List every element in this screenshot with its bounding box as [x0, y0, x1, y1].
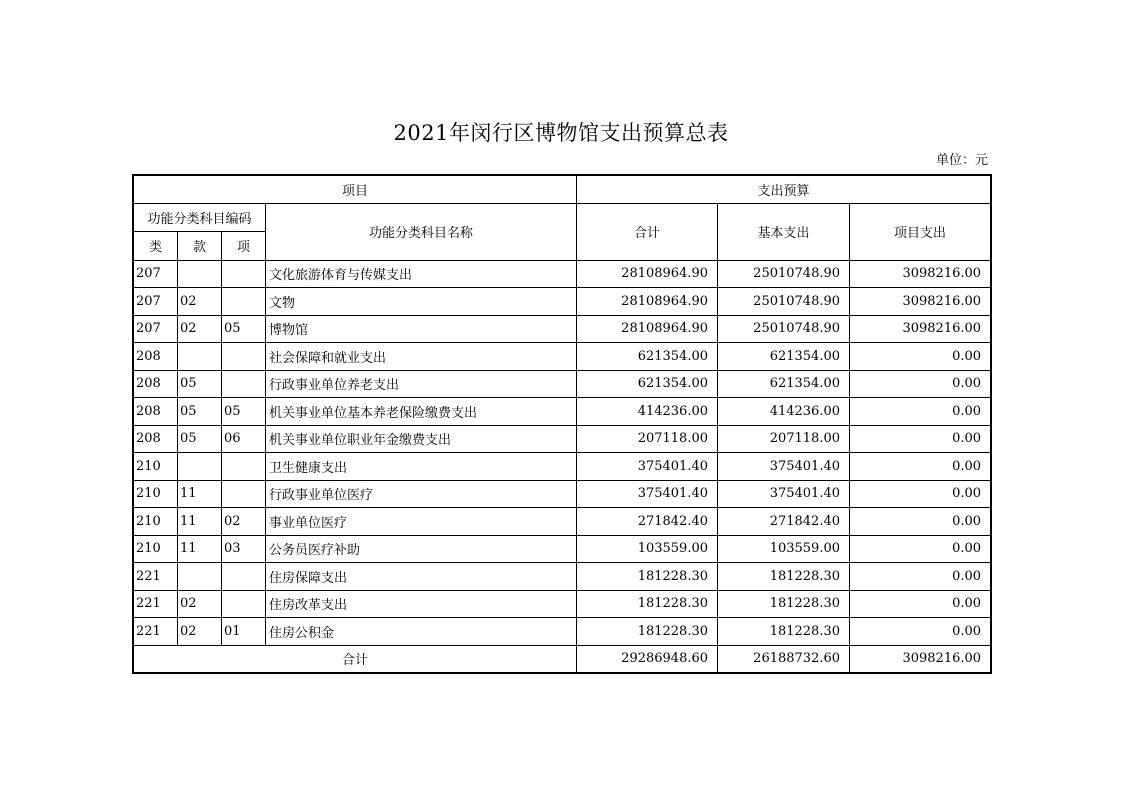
code-kuan-cell: 11 — [178, 508, 222, 536]
code-kuan-cell: 05 — [178, 425, 222, 453]
table-row — [134, 453, 991, 481]
basic-expense-cell: 207118.00 — [718, 425, 850, 453]
project-expense-cell: 0.00 — [850, 370, 991, 398]
header-basic: 基本支出 — [718, 203, 850, 260]
code-xiang-cell — [222, 590, 266, 618]
total-cell: 181228.30 — [577, 618, 718, 646]
code-kuan-cell — [178, 260, 222, 288]
code-xiang-cell: 05 — [222, 315, 266, 343]
table-row — [134, 618, 991, 646]
table-row — [134, 590, 991, 618]
header-name: 功能分类科目名称 — [266, 203, 577, 260]
code-kuan-cell — [178, 343, 222, 371]
total-sum-cell: 29286948.60 — [577, 645, 718, 673]
code-lei-cell: 221 — [134, 590, 178, 618]
total-cell: 207118.00 — [577, 425, 718, 453]
total-cell: 181228.30 — [577, 563, 718, 591]
subject-name-cell: 社会保障和就业支出 — [266, 343, 577, 371]
subject-name-cell: 住房改革支出 — [266, 590, 577, 618]
code-kuan-cell: 05 — [178, 370, 222, 398]
code-kuan-cell: 02 — [178, 590, 222, 618]
code-lei-cell: 221 — [134, 563, 178, 591]
code-kuan-cell: 11 — [178, 480, 222, 508]
project-expense-cell: 0.00 — [850, 508, 991, 536]
code-xiang-cell: 02 — [222, 508, 266, 536]
basic-expense-cell: 414236.00 — [718, 398, 850, 426]
project-expense-cell: 3098216.00 — [850, 315, 991, 343]
code-lei-cell: 221 — [134, 618, 178, 646]
project-expense-cell: 0.00 — [850, 563, 991, 591]
basic-expense-cell: 271842.40 — [718, 508, 850, 536]
code-xiang-cell — [222, 480, 266, 508]
subject-name-cell: 住房公积金 — [266, 618, 577, 646]
total-cell: 271842.40 — [577, 508, 718, 536]
total-cell: 621354.00 — [577, 343, 718, 371]
subject-name-cell: 卫生健康支出 — [266, 453, 577, 481]
subject-name-cell: 文化旅游体育与传媒支出 — [266, 260, 577, 288]
project-expense-cell: 0.00 — [850, 425, 991, 453]
project-expense-cell: 0.00 — [850, 480, 991, 508]
table-row — [134, 343, 991, 371]
project-sum-cell: 3098216.00 — [850, 645, 991, 673]
code-lei-cell: 208 — [134, 398, 178, 426]
code-xiang-cell — [222, 453, 266, 481]
code-lei-cell: 210 — [134, 480, 178, 508]
header-xiang: 项 — [222, 231, 266, 260]
code-xiang-cell — [222, 343, 266, 371]
project-expense-cell: 0.00 — [850, 398, 991, 426]
unit-label: 单位：元 — [935, 153, 988, 168]
total-cell: 375401.40 — [577, 480, 718, 508]
basic-expense-cell: 181228.30 — [718, 563, 850, 591]
code-xiang-cell: 06 — [222, 425, 266, 453]
code-lei-cell: 210 — [134, 453, 178, 481]
code-xiang-cell — [222, 288, 266, 316]
header-lei: 类 — [134, 231, 178, 260]
table-row — [134, 315, 991, 343]
code-xiang-cell: 01 — [222, 618, 266, 646]
code-kuan-cell: 02 — [178, 315, 222, 343]
header-budget: 支出预算 — [577, 176, 991, 204]
code-lei-cell: 210 — [134, 508, 178, 536]
code-lei-cell: 210 — [134, 535, 178, 563]
header-kuan: 款 — [178, 231, 222, 260]
basic-expense-cell: 621354.00 — [718, 343, 850, 371]
total-row-label: 合计 — [134, 645, 577, 673]
header-total: 合计 — [577, 203, 718, 260]
code-xiang-cell — [222, 563, 266, 591]
code-xiang-cell — [222, 370, 266, 398]
basic-expense-cell: 25010748.90 — [718, 288, 850, 316]
code-lei-cell: 208 — [134, 343, 178, 371]
basic-expense-cell: 621354.00 — [718, 370, 850, 398]
subject-name-cell: 事业单位医疗 — [266, 508, 577, 536]
project-expense-cell: 0.00 — [850, 343, 991, 371]
basic-expense-cell: 25010748.90 — [718, 260, 850, 288]
budget-table — [133, 175, 991, 673]
total-cell: 414236.00 — [577, 398, 718, 426]
table-row — [134, 480, 991, 508]
header-code-group: 功能分类科目编码 — [134, 203, 266, 231]
table-row — [134, 508, 991, 536]
table-row — [134, 260, 991, 288]
basic-sum-cell: 26188732.60 — [718, 645, 850, 673]
code-lei-cell: 207 — [134, 315, 178, 343]
total-cell: 28108964.90 — [577, 260, 718, 288]
project-expense-cell: 0.00 — [850, 535, 991, 563]
project-expense-cell: 0.00 — [850, 453, 991, 481]
code-lei-cell: 207 — [134, 288, 178, 316]
subject-name-cell: 公务员医疗补助 — [266, 535, 577, 563]
table-row — [134, 535, 991, 563]
basic-expense-cell: 375401.40 — [718, 480, 850, 508]
basic-expense-cell: 181228.30 — [718, 590, 850, 618]
project-expense-cell: 3098216.00 — [850, 260, 991, 288]
code-kuan-cell: 02 — [178, 288, 222, 316]
code-xiang-cell — [222, 260, 266, 288]
project-expense-cell: 0.00 — [850, 590, 991, 618]
basic-expense-cell: 375401.40 — [718, 453, 850, 481]
total-cell: 375401.40 — [577, 453, 718, 481]
total-row — [134, 645, 991, 673]
subject-name-cell: 机关事业单位职业年金缴费支出 — [266, 425, 577, 453]
header-row-1 — [134, 176, 991, 204]
subject-name-cell: 文物 — [266, 288, 577, 316]
basic-expense-cell: 103559.00 — [718, 535, 850, 563]
project-expense-cell: 3098216.00 — [850, 288, 991, 316]
code-kuan-cell: 11 — [178, 535, 222, 563]
code-lei-cell: 208 — [134, 370, 178, 398]
subject-name-cell: 住房保障支出 — [266, 563, 577, 591]
total-cell: 28108964.90 — [577, 315, 718, 343]
header-row-2 — [134, 203, 991, 231]
table-row — [134, 398, 991, 426]
code-kuan-cell: 05 — [178, 398, 222, 426]
total-cell: 103559.00 — [577, 535, 718, 563]
code-kuan-cell — [178, 453, 222, 481]
subject-name-cell: 行政事业单位医疗 — [266, 480, 577, 508]
header-project-exp: 项目支出 — [850, 203, 991, 260]
code-lei-cell: 208 — [134, 425, 178, 453]
code-lei-cell: 207 — [134, 260, 178, 288]
page-title: 2021年闵行区博物馆支出预算总表 — [393, 121, 729, 145]
header-project: 项目 — [134, 176, 577, 204]
code-kuan-cell: 02 — [178, 618, 222, 646]
code-kuan-cell — [178, 563, 222, 591]
subject-name-cell: 博物馆 — [266, 315, 577, 343]
subject-name-cell: 行政事业单位养老支出 — [266, 370, 577, 398]
total-cell: 621354.00 — [577, 370, 718, 398]
table-row — [134, 288, 991, 316]
project-expense-cell: 0.00 — [850, 618, 991, 646]
basic-expense-cell: 181228.30 — [718, 618, 850, 646]
total-cell: 181228.30 — [577, 590, 718, 618]
subject-name-cell: 机关事业单位基本养老保险缴费支出 — [266, 398, 577, 426]
code-xiang-cell: 05 — [222, 398, 266, 426]
total-cell: 28108964.90 — [577, 288, 718, 316]
basic-expense-cell: 25010748.90 — [718, 315, 850, 343]
code-xiang-cell: 03 — [222, 535, 266, 563]
table-row — [134, 563, 991, 591]
table-row — [134, 425, 991, 453]
table-row — [134, 370, 991, 398]
